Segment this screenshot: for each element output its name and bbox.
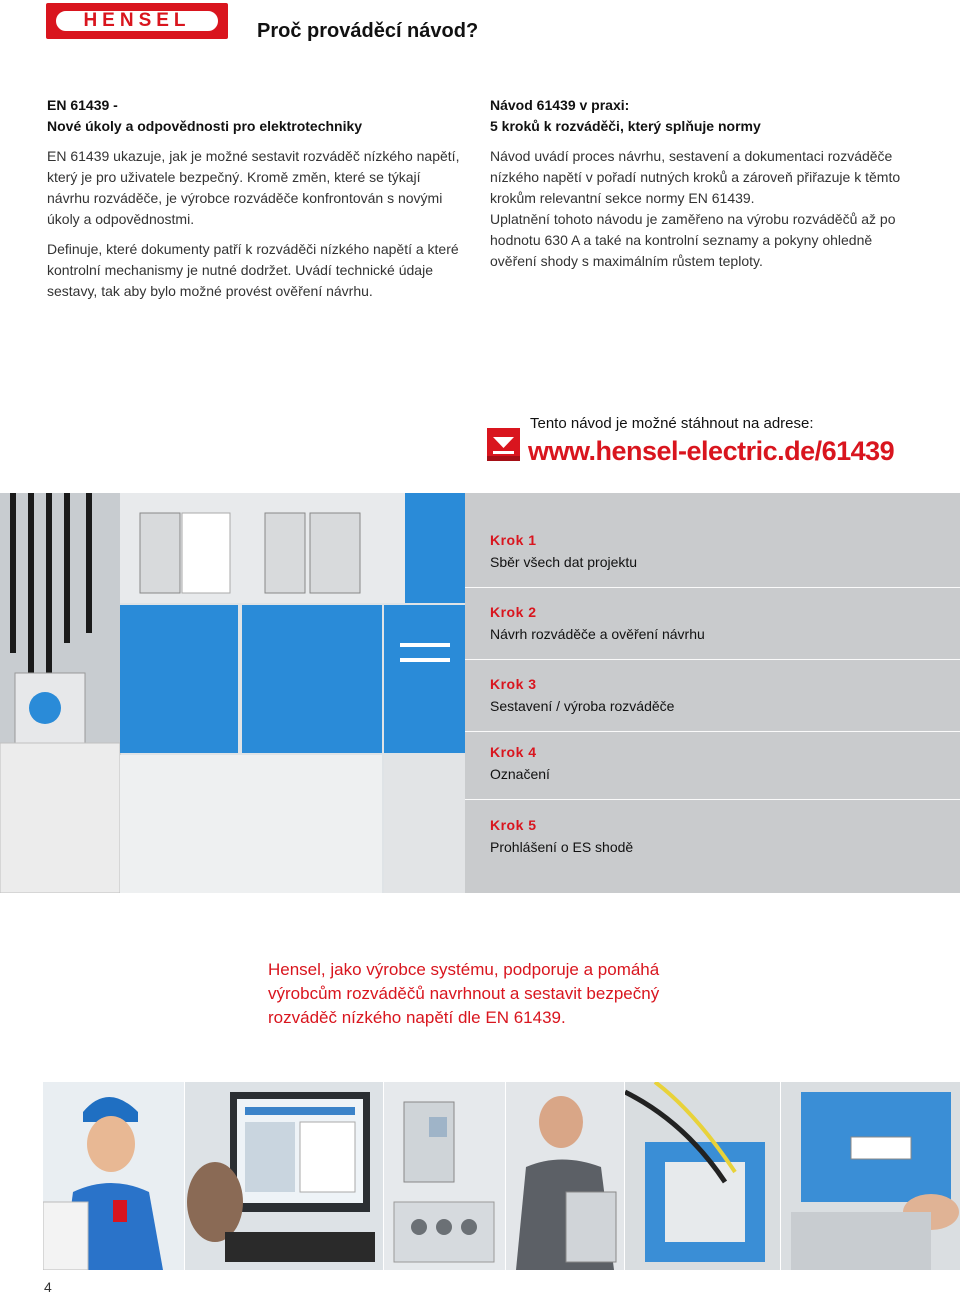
left-paragraph-2: Definuje, které dokumenty patří k rozváděči nízkého napětí a které kontrolní mechanismy je nutné dodržet. Uvádí technické údaje sestavy, tak aby bylo možné provést ověření návrhu. <box>47 241 459 299</box>
download-label: Tento návod je možné stáhnout na adrese: <box>530 415 814 432</box>
step-divider <box>465 659 960 660</box>
download-url-link[interactable]: www.hensel-electric.de/61439 <box>528 436 895 466</box>
step-4 <box>490 742 930 784</box>
computer-photo <box>185 1082 383 1270</box>
right-paragraph-2: Uplatnění tohoto návodu je zaměřeno na výrobu rozváděčů až po hodnotu 630 A a také na kontrolní seznamy a pokyny ohledně ověření shody s maximálním růstem teploty. <box>490 211 896 269</box>
page-number: 4 <box>44 1279 52 1295</box>
measurement-photo <box>625 1082 780 1270</box>
worker-photo <box>43 1082 184 1270</box>
step-2 <box>490 602 930 644</box>
step-3-text: Sestavení / výroba rozváděče <box>490 698 675 714</box>
left-heading-line1: EN 61439 - <box>47 97 118 113</box>
right-heading-line1: Návod 61439 v praxi: <box>490 97 630 113</box>
step-divider <box>465 731 960 732</box>
steps-panel <box>465 493 960 893</box>
left-heading-line2: Nové úkoly a odpovědnosti pro elektrotechniky <box>47 118 363 134</box>
step-5 <box>490 815 930 857</box>
step-3 <box>490 674 930 716</box>
technician-photo <box>506 1082 624 1270</box>
right-column <box>490 95 910 272</box>
step-2-label: Krok 2 <box>490 604 537 620</box>
download-icon <box>487 428 520 461</box>
step-5-text: Prohlášení o ES shodě <box>490 839 634 855</box>
right-paragraph-1: Návod uvádí proces návrhu, sestavení a dokumentaci rozváděče nízkého napětí v pořadí nutných kroků a zároveň přiřazuje k těmto krokům relevantní sekce normy EN 61439. <box>490 148 901 206</box>
step-3-label: Krok 3 <box>490 676 537 692</box>
left-column <box>47 95 467 311</box>
step-divider <box>465 799 960 800</box>
assembly-photo <box>384 1082 505 1270</box>
left-heading <box>47 95 467 137</box>
step-4-label: Krok 4 <box>490 744 537 760</box>
step-5-label: Krok 5 <box>490 817 537 833</box>
step-1 <box>490 530 930 572</box>
step-1-text: Sběr všech dat projektu <box>490 554 638 570</box>
labeling-photo <box>781 1082 960 1270</box>
switchboard-photo <box>0 493 465 893</box>
hensel-logo <box>46 3 228 39</box>
step-4-text: Označení <box>490 766 550 782</box>
left-paragraph-1: EN 61439 ukazuje, jak je možné sestavit rozváděč nízkého napětí, který je pro uživatele bezpečný. Kromě změn, které se týkají návrhu rozváděče, je výrobce rozváděče konfrontován s novými úkoly a odpovědnostmi. <box>47 148 460 227</box>
right-heading-line2: 5 kroků k rozváděči, který splňuje normy <box>490 118 761 134</box>
step-divider <box>465 587 960 588</box>
step-2-text: Návrh rozváděče a ověření návrhu <box>490 626 705 642</box>
right-heading <box>490 95 910 137</box>
page-title: Proč prováděcí návod? <box>257 20 479 42</box>
photo-strip <box>43 1082 960 1270</box>
logo-text: HENSEL <box>83 10 191 31</box>
claim-text: Hensel, jako výrobce systému, podporuje a pomáhá výrobcům rozváděčů navrhnout a sestavit bezpečný rozváděč nízkého napětí dle EN 61439. <box>268 960 660 1027</box>
step-1-label: Krok 1 <box>490 532 537 548</box>
